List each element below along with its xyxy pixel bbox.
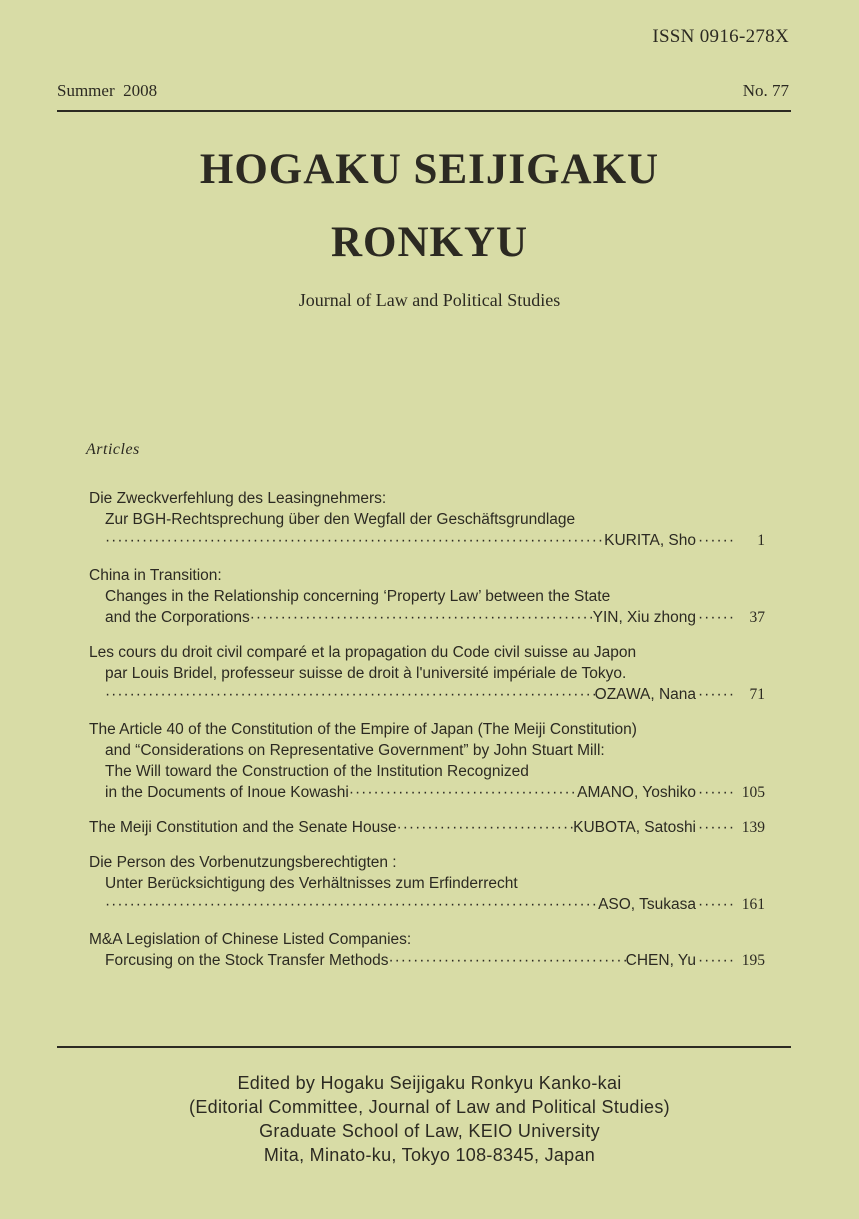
article-author: CHEN, Yu xyxy=(625,952,697,969)
article-title-line: Zur BGH-Rechtsprechung über den Wegfall der Geschäftsgrundlage xyxy=(105,511,576,528)
toc-entry[interactable] xyxy=(89,642,765,705)
footer-line: Edited by Hogaku Seijigaku Ronkyu Kanko-kai xyxy=(237,1073,622,1093)
article-page: 37 xyxy=(749,609,765,626)
article-title-line: China in Transition: xyxy=(89,567,222,584)
article-title-line: Die Zweckverfehlung des Leasingnehmers: xyxy=(89,490,387,507)
dot-leader-short: ······ xyxy=(698,952,735,969)
footer-line: (Editorial Committee, Journal of Law and Political Studies) xyxy=(189,1097,670,1117)
dot-leader-short: ······ xyxy=(698,819,735,836)
article-title-line: Changes in the Relationship concerning ‘Property Law’ between the State xyxy=(105,588,611,605)
article-author: AMANO, Yoshiko xyxy=(577,784,697,801)
article-title-line: The Will toward the Construction of the Institution Recognized xyxy=(105,763,529,780)
article-author: YIN, Xiu zhong xyxy=(592,609,697,626)
article-leader-line xyxy=(89,607,765,628)
article-title-line: par Louis Bridel, professeur suisse de droit à l'université impériale de Tokyo. xyxy=(105,665,627,682)
toc-entry[interactable] xyxy=(89,488,765,551)
article-title-line: Unter Berücksichtigung des Verhältnisses zum Erfinderrecht xyxy=(105,875,518,892)
toc-entry[interactable] xyxy=(89,565,765,628)
article-title-line: and “Considerations on Representative Government” by John Stuart Mill: xyxy=(105,742,605,759)
toc-entry[interactable] xyxy=(89,929,765,971)
journal-title-line2: RONKYU xyxy=(330,219,529,266)
footer-line: Mita, Minato-ku, Tokyo 108-8345, Japan xyxy=(263,1145,596,1165)
toc-entry[interactable] xyxy=(89,852,765,915)
article-page: 1 xyxy=(757,532,765,549)
dot-leader xyxy=(397,817,574,838)
article-title-line: Forcusing on the Stock Transfer Methods xyxy=(105,952,389,969)
article-title-line: Les cours du droit civil comparé et la propagation du Code civil suisse au Japon xyxy=(89,644,637,661)
article-title-line: Die Person des Vorbenutzungsberechtigten : xyxy=(89,854,397,871)
article-page: 71 xyxy=(749,686,765,703)
dot-leader xyxy=(388,950,625,971)
article-title-line: M&A Legislation of Chinese Listed Companies: xyxy=(89,931,412,948)
dot-leader-short: ······ xyxy=(698,896,735,913)
article-author: OZAWA, Nana xyxy=(594,686,697,703)
article-page: 161 xyxy=(741,896,765,913)
article-page: 195 xyxy=(741,952,765,969)
article-page: 105 xyxy=(741,784,765,801)
dot-leader-short: ······ xyxy=(698,686,735,703)
article-leader-line xyxy=(89,894,765,915)
dot-leader xyxy=(349,782,577,803)
journal-subtitle: Journal of Law and Political Studies xyxy=(298,290,561,310)
article-leader-line xyxy=(89,782,765,803)
bottom-divider xyxy=(57,1046,791,1048)
editorial-footer xyxy=(0,1071,859,1167)
article-author: ASO, Tsukasa xyxy=(598,896,697,913)
journal-title-line1: HOGAKU SEIJIGAKU xyxy=(199,146,660,193)
issue-number: No. 77 xyxy=(742,81,789,100)
article-title-line: The Article 40 of the Constitution of the Empire of Japan (The Meiji Constitution) xyxy=(89,721,637,738)
article-leader-line xyxy=(89,684,765,705)
article-title-line: in the Documents of Inoue Kowashi xyxy=(105,784,349,801)
dot-leader xyxy=(250,607,593,628)
article-title-line: The Meiji Constitution and the Senate House xyxy=(89,819,397,836)
article-author: KUBOTA, Satoshi xyxy=(573,819,697,836)
article-page: 139 xyxy=(741,819,765,836)
top-divider xyxy=(57,110,791,112)
article-leader-line xyxy=(89,817,765,838)
dot-leader xyxy=(105,530,604,551)
dot-leader-short: ······ xyxy=(698,784,735,801)
issn-number: ISSN 0916-278X xyxy=(652,26,789,47)
toc-entry[interactable] xyxy=(89,817,765,838)
table-of-contents xyxy=(89,488,765,971)
section-label-articles: Articles xyxy=(86,441,140,458)
dot-leader xyxy=(105,684,595,705)
footer-line: Graduate School of Law, KEIO University xyxy=(259,1121,600,1141)
dot-leader-short: ······ xyxy=(698,532,735,549)
article-author: KURITA, Sho xyxy=(604,532,697,549)
dot-leader-short: ······ xyxy=(698,609,735,626)
issue-season: Summer 2008 xyxy=(57,81,158,100)
article-leader-line xyxy=(89,950,765,971)
article-leader-line xyxy=(89,530,765,551)
toc-entry[interactable] xyxy=(89,719,765,803)
dot-leader xyxy=(105,894,598,915)
article-title-line: and the Corporations xyxy=(105,609,250,626)
